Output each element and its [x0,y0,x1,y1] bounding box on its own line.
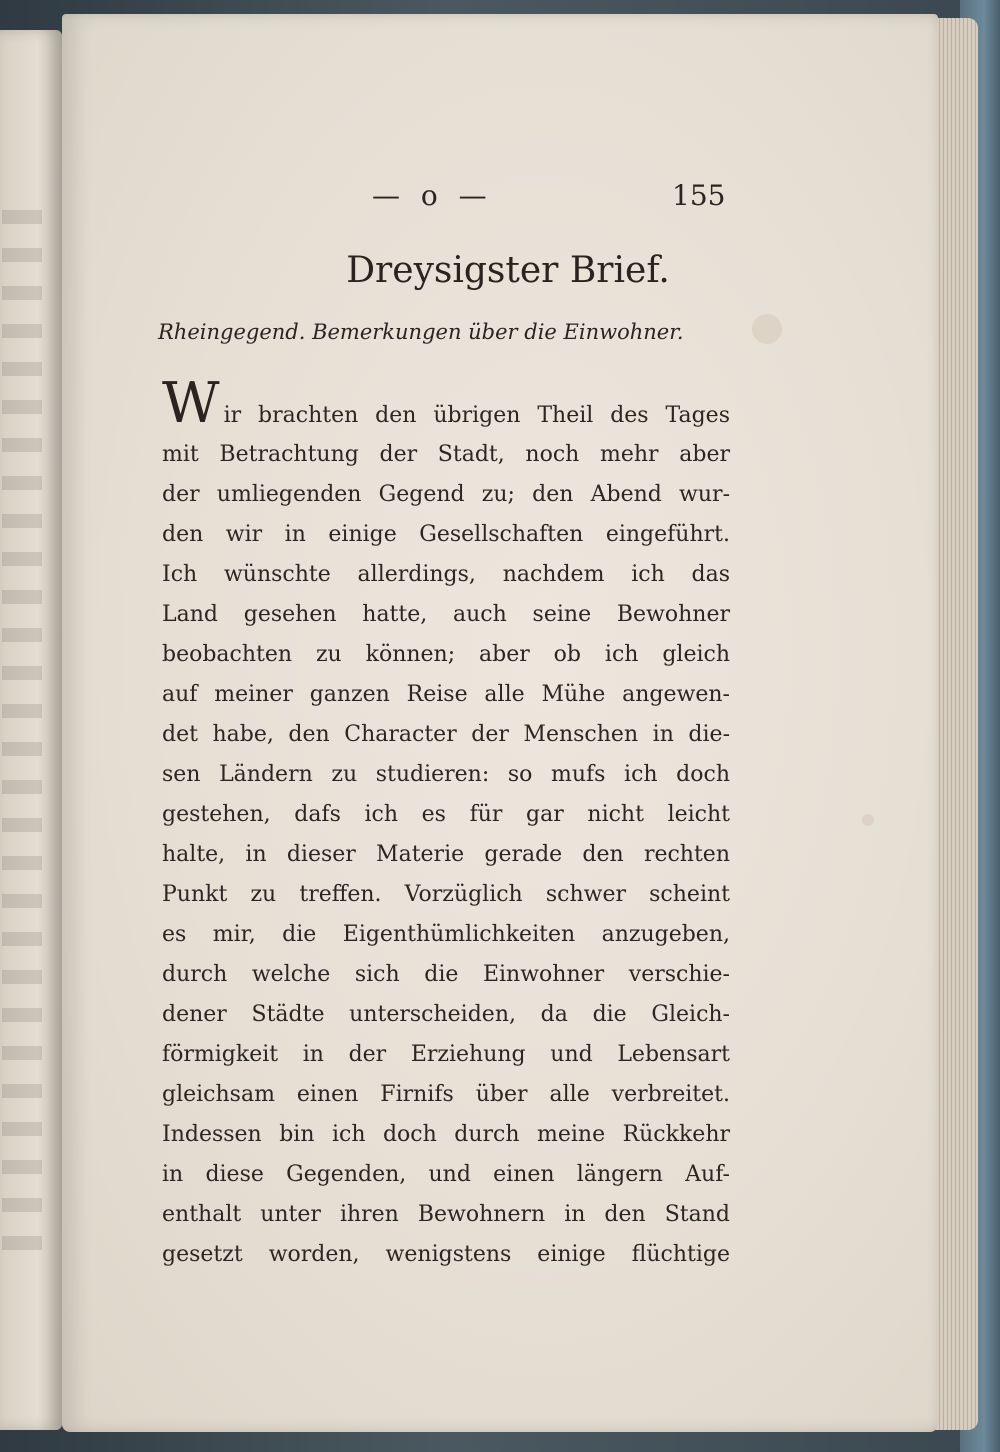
text-line [162,682,730,722]
text-line-content: Ich wünschte allerdings, nachdem ich das [162,562,730,587]
text-line [162,1002,730,1042]
page-number: 155 [672,179,726,212]
text-line-content: in diese Gegenden, und einen längern Auf- [162,1162,730,1187]
drop-cap: W [162,371,220,436]
letter-subtitle: Rheingegend. Bemerkungen über die Einwohner. [158,320,684,344]
text-line [162,802,730,842]
text-line [162,371,730,442]
letter-title: Dreysigster Brief. [346,250,670,291]
header-ornament: — o — [372,179,493,212]
text-line [162,602,730,642]
text-line-content: durch welche sich die Einwohner verschie- [162,962,730,987]
text-line [162,762,730,802]
text-line [162,482,730,522]
text-line-content: Punkt zu treffen. Vorzüglich schwer scheint [162,882,730,907]
text-line-content: auf meiner ganzen Reise alle Mühe angewen- [162,682,730,707]
text-line [162,1122,730,1162]
text-line [162,922,730,962]
text-line-content: förmigkeit in der Erziehung und Lebensart [162,1042,730,1067]
text-line-content: beobachten zu können; aber ob ich gleich [162,642,730,667]
text-line [162,842,730,882]
text-line [162,1042,730,1082]
text-line [162,882,730,922]
text-line [162,642,730,682]
text-line-content: sen Ländern zu studieren: so mufs ich doch [162,762,730,787]
text-line [162,722,730,762]
text-line-content: enthalt unter ihren Bewohnern in den Stand [162,1202,730,1227]
text-line [162,1162,730,1202]
text-line [162,1202,730,1242]
text-line-content: es mir, die Eigenthümlichkeiten anzugeben, [162,922,730,947]
text-line [162,522,730,562]
foxing-spot [862,814,874,826]
text-line-content: der umliegenden Gegend zu; den Abend wur- [162,482,730,507]
facing-page [0,30,62,1430]
text-line-content: gleichsam einen Firnifs über alle verbreitet. [162,1082,730,1107]
text-line [162,1082,730,1122]
text-line [162,962,730,1002]
text-line-content: halte, in dieser Materie gerade den rechten [162,842,730,867]
text-line-content: Land gesehen hatte, auch seine Bewohner [162,602,730,627]
text-line-content: Indessen bin ich doch durch meine Rückkehr [162,1122,730,1147]
book-page [62,14,938,1432]
text-line-content: dener Städte unterscheiden, da die Gleich- [162,1002,730,1027]
running-head [62,179,938,219]
text-line-content: gesetzt worden, wenigstens einige flüchtige [162,1242,730,1267]
text-line-content: mit Betrachtung der Stadt, noch mehr aber [162,442,730,467]
body-text [162,371,730,1282]
text-line [162,1242,730,1282]
text-line-content: ir brachten den übrigen Theil des Tages [223,403,730,428]
text-line-content: den wir in einige Gesellschaften eingeführt. [162,522,730,547]
facing-page-text-lines [2,210,42,1260]
text-line-content: det habe, den Character der Menschen in die- [162,722,730,747]
text-line [162,442,730,482]
text-line-content: gestehen, dafs ich es für gar nicht leicht [162,802,730,827]
text-line [162,562,730,602]
